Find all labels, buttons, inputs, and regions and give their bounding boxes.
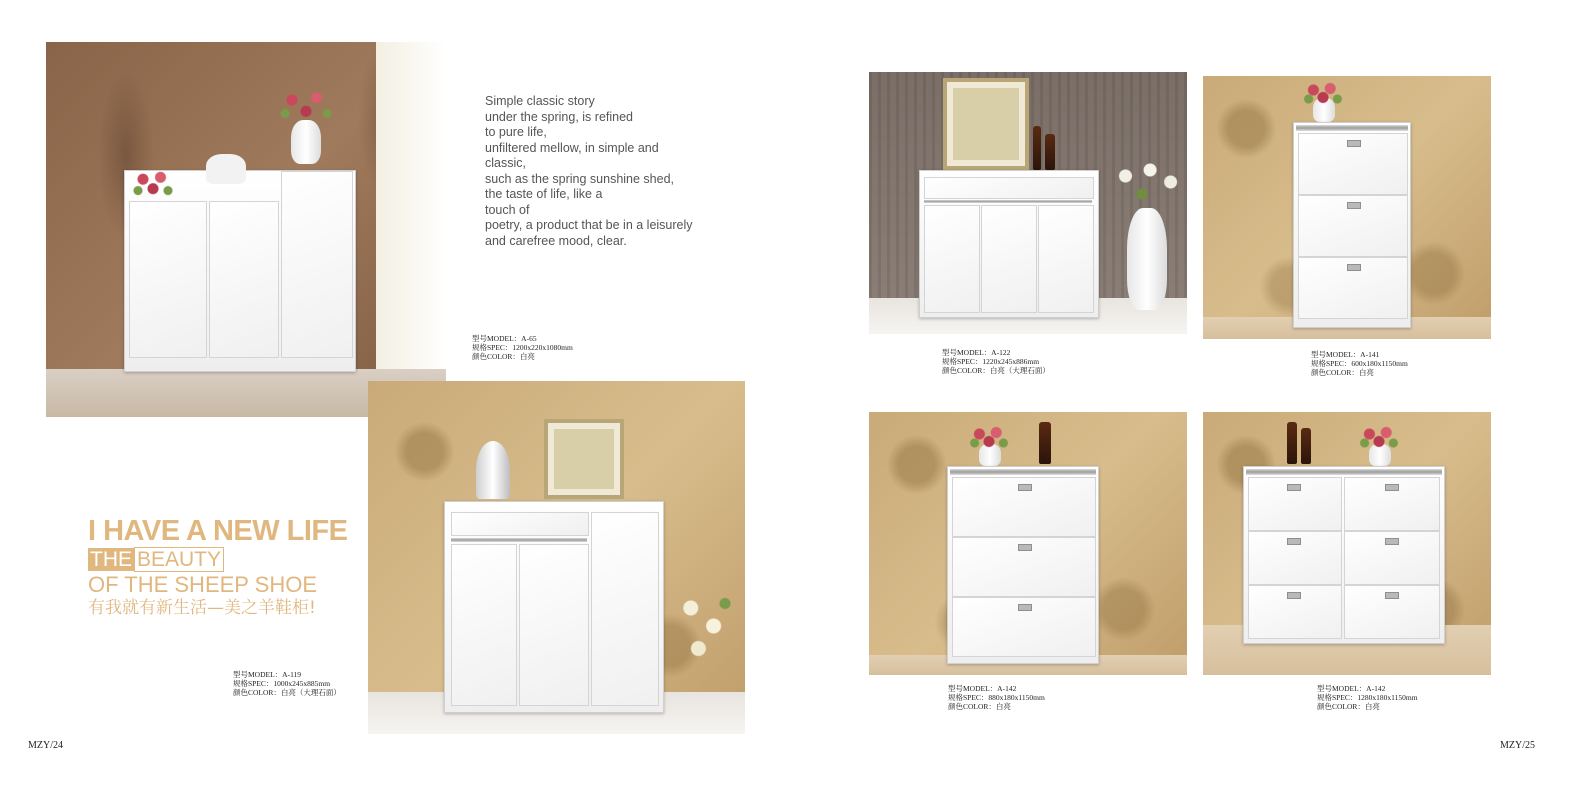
spec-a119	[233, 670, 341, 697]
cabinet-a141	[1293, 122, 1411, 328]
bottle	[1039, 422, 1051, 464]
plant	[128, 164, 178, 202]
crystal-jar	[476, 441, 510, 499]
picture-frame	[943, 78, 1029, 170]
spec-size: 规格SPEC：1280x180x1150mm	[1317, 693, 1418, 702]
handle	[1385, 484, 1399, 491]
slogan	[88, 516, 347, 619]
slogan-headline: I HAVE A NEW LIFE	[88, 515, 348, 547]
handle	[1347, 202, 1361, 209]
product-photo-a141	[1203, 76, 1491, 339]
bottle	[1287, 422, 1297, 464]
handle	[1018, 544, 1032, 551]
flower-bouquet	[271, 82, 341, 127]
cabinet-flap	[952, 537, 1096, 597]
cabinet-flap	[1298, 257, 1408, 319]
spec-size: 规格SPEC：600x180x1150mm	[1311, 359, 1408, 368]
product-photo-a142-double	[1203, 412, 1491, 675]
product-photo-a122	[869, 72, 1187, 334]
spec-color: 颜色COLOR：白亮	[472, 352, 535, 361]
chrome-strip	[950, 469, 1096, 475]
slogan-beauty: BEAUTY	[134, 547, 224, 572]
slogan-line-3: OF THE SHEEP SHOE	[88, 572, 318, 597]
story-line: Simple classic story	[485, 94, 595, 108]
page-number-left: MZY/24	[28, 740, 63, 751]
cabinet-a142-double	[1243, 466, 1445, 644]
white-flowers	[1105, 152, 1187, 212]
cabinet-flap	[1248, 531, 1342, 585]
story-line: the taste of life, like a	[485, 187, 603, 201]
spec-model: 型号MODEL：A-141	[1311, 350, 1380, 359]
slogan-the: THE	[90, 548, 132, 571]
cabinet-door	[519, 544, 589, 706]
spec-a142-narrow	[948, 684, 1045, 711]
spec-size: 规格SPEC：1200x220x1080mm	[472, 343, 573, 352]
page-number-right: MZY/25	[1500, 740, 1535, 751]
story-line: under the spring, is refined	[485, 109, 634, 124]
story-line: unfiltered mellow, in simple and	[485, 140, 659, 155]
cabinet-a119	[444, 501, 664, 713]
cabinet-door	[209, 201, 279, 358]
spec-size: 规格SPEC：1220x245x886mm	[942, 357, 1040, 366]
handle	[1287, 538, 1301, 545]
cabinet-flap	[1344, 585, 1440, 639]
cabinet-flap	[1298, 133, 1408, 195]
handle	[1018, 484, 1032, 491]
spec-a142-double	[1317, 684, 1418, 711]
cabinet-door	[1038, 205, 1094, 313]
cabinet-flap	[1248, 585, 1342, 639]
cabinet-drawer	[451, 512, 589, 536]
spec-color: 颜色COLOR：白亮	[1311, 368, 1374, 377]
spec-size: 规格SPEC：880x180x1150mm	[948, 693, 1045, 702]
cabinet-flap	[952, 597, 1096, 657]
story-line: to pure life,	[485, 125, 547, 139]
story-line: classic,	[485, 156, 526, 170]
cabinet-a122	[919, 170, 1099, 318]
handle	[1287, 484, 1301, 491]
spec-a141	[1311, 350, 1408, 377]
cabinet-flap	[1298, 195, 1408, 257]
story-line: such as the spring sunshine shed,	[485, 171, 675, 186]
cabinet-flap	[1344, 531, 1440, 585]
spec-model: 型号MODEL：A-122	[942, 348, 1011, 357]
chrome-strip	[1296, 125, 1408, 131]
bottle	[1033, 126, 1041, 170]
spec-a65	[472, 334, 573, 361]
product-photo-a119	[368, 381, 745, 734]
story-line: poetry, a product that be in a leisurely	[485, 218, 693, 232]
spec-a122	[942, 348, 1050, 375]
chrome-strip	[1246, 469, 1442, 475]
white-flowers	[668, 581, 744, 671]
handle	[1347, 140, 1361, 147]
cabinet-door	[281, 171, 353, 358]
slogan-chinese: 有我就有新生活—美之羊鞋柜!	[88, 598, 316, 618]
spec-color: 颜色COLOR：白亮	[948, 702, 1011, 711]
window-light	[376, 42, 446, 372]
spec-color: 颜色COLOR：白亮（大理石面）	[942, 366, 1050, 375]
handle	[1018, 604, 1032, 611]
spec-color: 颜色COLOR：白亮	[1317, 702, 1380, 711]
bottle	[1045, 134, 1055, 170]
handle	[1347, 264, 1361, 271]
handle	[1385, 592, 1399, 599]
handle	[1287, 592, 1301, 599]
spec-model: 型号MODEL：A-142	[1317, 684, 1386, 693]
flower-bouquet	[1355, 422, 1403, 452]
chrome-strip	[924, 200, 1092, 203]
spec-color: 颜色COLOR：白亮（大理石面）	[233, 688, 341, 697]
picture-frame	[544, 419, 624, 499]
product-photo-a65	[46, 42, 446, 417]
spec-model: 型号MODEL：A-65	[472, 334, 537, 343]
cabinet-door	[981, 205, 1037, 313]
handle	[1385, 538, 1399, 545]
cabinet-door	[129, 201, 207, 358]
flower-bouquet	[965, 422, 1013, 452]
spec-model: 型号MODEL：A-119	[233, 670, 302, 679]
cabinet-door	[924, 205, 980, 313]
cabinet-door	[451, 544, 517, 706]
slogan-line-2	[88, 547, 347, 572]
story-line: and carefree mood, clear.	[485, 233, 627, 248]
story-line: touch of	[485, 202, 530, 217]
spec-model: 型号MODEL：A-142	[948, 684, 1017, 693]
cabinet-flap	[1248, 477, 1342, 531]
chrome-strip	[451, 538, 587, 542]
flower-bouquet	[1299, 78, 1347, 108]
bottle	[1301, 428, 1311, 464]
spec-size: 规格SPEC：1000x245x885mm	[233, 679, 331, 688]
tall-vase	[1127, 208, 1167, 310]
cabinet-flap	[952, 477, 1096, 537]
cabinet-a142-narrow	[947, 466, 1099, 664]
cabinet-flap	[1344, 477, 1440, 531]
cabinet-door	[591, 512, 659, 706]
elephant-ornament	[206, 154, 246, 184]
product-photo-a142-narrow	[869, 412, 1187, 675]
story-text	[485, 94, 699, 249]
cabinet-drawer	[924, 177, 1094, 199]
